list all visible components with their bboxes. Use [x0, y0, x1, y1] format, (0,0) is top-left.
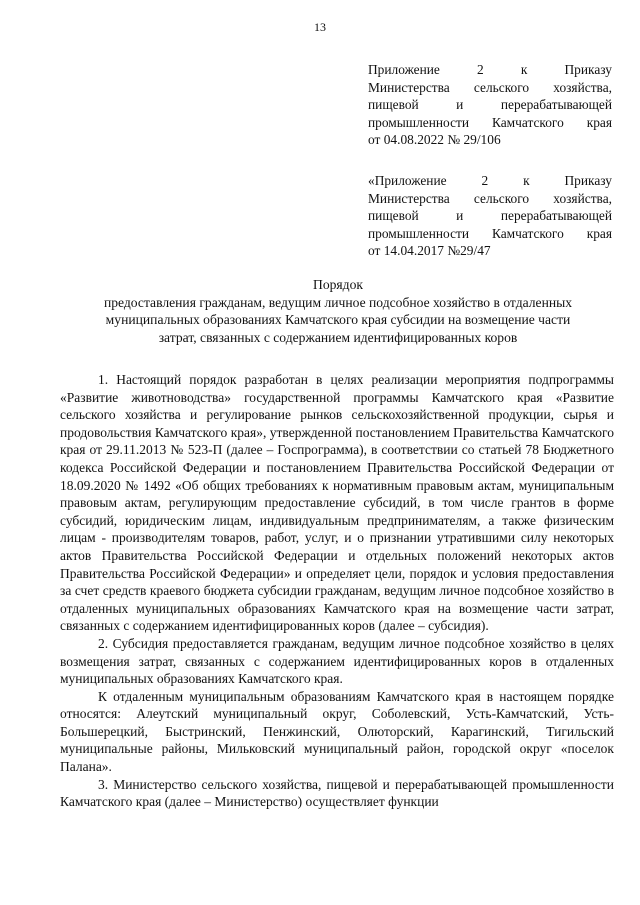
appendix-line: промышленности Камчатского края: [368, 114, 612, 130]
paragraph-1: 1. Настоящий порядок разработан в целях реализации мероприятия подпрограммы «Развитие животноводства» государственной программы Камчатского края «Развитие сельского хозяйства и регулирование рынков сельскохозяйственной продукции, сырья и продовольствия Камчатского края», утвержденной постановлением Правительства Камчатского края от 29.11.2013 № 523-П (далее – Госпрограмма), в соответствии со статьей 78 Бюджетного кодекса Российской Федерации и постановлением Правительства Российской Федерации от 18.09.2020 № 1492 «Об общих требованиях к нормативным правовым актам, муниципальным правовым актам, регулирующим предоставление субсидий, в том числе грантов в форме субсидий, юридическим лицам, индивидуальным предпринимателям, а также физическим лицам - производителям товаров, работ, услуг, и о признании утратившими силу некоторых актов Правительства Российской Федерации и отдельных положений некоторых актов Правительства Российской Федерации» и определяет цели, порядок и условия предоставления за счет средств краевого бюджета субсидии гражданам, ведущим личное подсобное хозяйство в отдаленных муниципальных образованиях Камчатского края на возмещение части затрат, связанных с содержанием идентифицированных коров (далее – субсидия).: [60, 372, 614, 634]
title-heading: Порядок: [313, 277, 363, 292]
appendix-date-line: от 04.08.2022 № 29/106: [368, 132, 501, 147]
title-line: муниципальных образованиях Камчатского края субсидии на возмещение части: [105, 312, 571, 327]
paragraph-districts: К отдаленным муниципальным образованиям Камчатского края в настоящем порядке относятся: Алеутский муниципальный округ, Соболевский, Усть-Камчатский, Усть-Большерецкий, Быстринский, Пенжинский, Олюторский, Карагинский, Тигильский муниципальные районы, Мильковский муниципальный район, городской округ «поселок Палана».: [60, 688, 614, 775]
paragraph-2: 2. Субсидия предоставляется гражданам, ведущим личное подсобное хозяйство в целях возмещения затрат, связанных с содержанием идентифицированных коров в отдаленных муниципальных образованиях Камчатского края.: [60, 635, 614, 687]
paragraph-3: 3. Министерство сельского хозяйства, пищевой и перерабатывающей промышленности Камчатского края (далее – Министерство) осуществляет функции: [60, 776, 614, 810]
title-line: предоставления гражданам, ведущим личное подсобное хозяйство в отдаленных: [103, 294, 573, 310]
document-title: [58, 276, 618, 346]
appendix-line: Министерства сельского хозяйства,: [368, 79, 612, 95]
appendix-line: Министерства сельского хозяйства,: [368, 190, 612, 206]
appendix-line: пищевой и перерабатывающей: [368, 97, 612, 112]
appendix-line: пищевой и перерабатывающей: [368, 208, 612, 223]
document-body: [60, 371, 614, 811]
appendix-header-previous: [368, 172, 612, 260]
appendix-line: «Приложение 2 к Приказу: [368, 173, 612, 188]
page-number: 13: [314, 20, 326, 34]
appendix-header-current: [368, 61, 612, 149]
title-line: затрат, связанных с содержанием идентифицированных коров: [158, 329, 518, 345]
appendix-line: промышленности Камчатского края: [368, 225, 612, 241]
appendix-date-line: от 14.04.2017 №29/47: [368, 243, 491, 258]
appendix-line: Приложение 2 к Приказу: [368, 62, 612, 77]
